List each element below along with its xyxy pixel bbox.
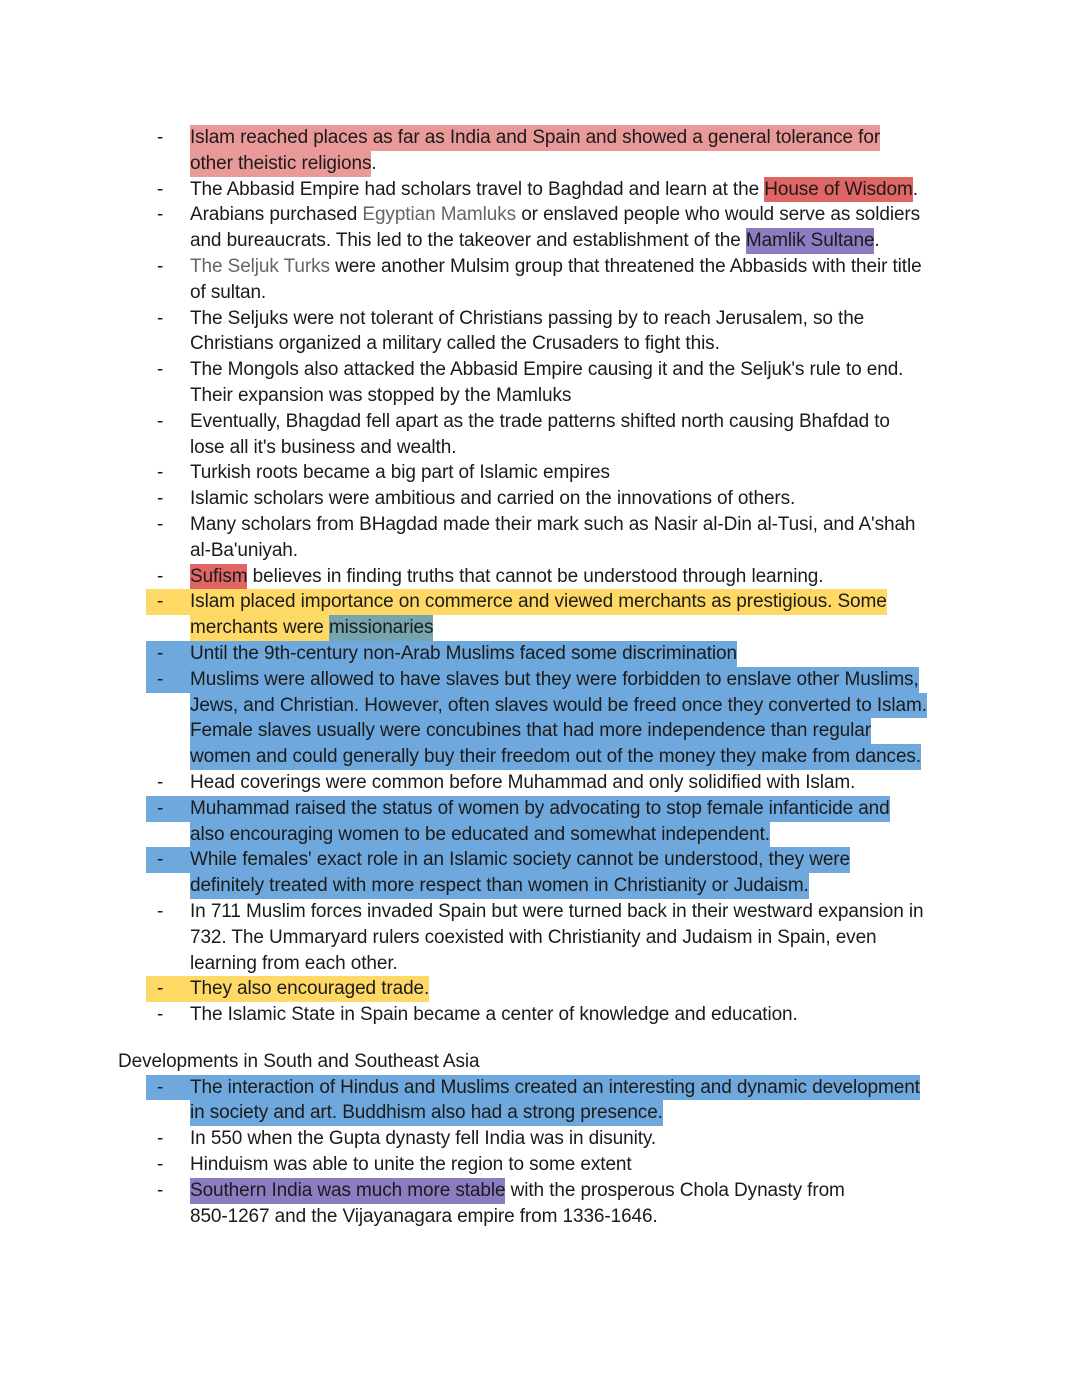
highlighted-text-segment: Islam placed importance on commerce and viewed merchants as prestigious. Some [190, 589, 887, 615]
bullet-dash: - [157, 1128, 164, 1150]
text-segment: Islamic scholars were ambitious and carried on the innovations of others. [190, 488, 796, 510]
bullet-item [0, 1075, 1080, 1127]
highlighted-text-segment: Until the 9th-century non-Arab Muslims faced some discrimination [190, 641, 737, 667]
bullet-item [0, 1002, 1080, 1028]
bullet-line [190, 1204, 1080, 1230]
bullet-line [190, 615, 1080, 641]
highlighted-text-segment: Sufism [190, 564, 247, 590]
bullet-dash: - [146, 641, 190, 667]
bullet-line [190, 847, 1080, 873]
bullet-line [190, 925, 1080, 951]
text-segment: The Mongols also attacked the Abbasid Empire causing it and the Seljuk's rule to end. [190, 359, 904, 381]
bullet-line [190, 435, 1080, 461]
highlighted-text-segment: Mamlik Sultane [746, 228, 874, 254]
section-heading: Developments in South and Southeast Asia [118, 1050, 480, 1072]
text-segment: Hinduism was able to unite the region to some extent [190, 1154, 632, 1176]
text-segment: Christians organized a military called the Crusaders to fight this. [190, 333, 720, 355]
bullet-line [190, 976, 1080, 1002]
bullet-item [0, 409, 1080, 461]
bullet-line [190, 1100, 1080, 1126]
text-segment: In 550 when the Gupta dynasty fell India was in disunity. [190, 1128, 657, 1150]
bullet-item [0, 1152, 1080, 1178]
text-segment: believes in finding truths that cannot be understood through learning. [247, 565, 824, 587]
text-segment: The Seljuks were not tolerant of Christians passing by to reach Jerusalem, so the [190, 307, 865, 329]
text-segment: learning from each other. [190, 952, 398, 974]
bullet-item [0, 357, 1080, 409]
bullet-item [0, 177, 1080, 203]
bullet-line [190, 486, 1080, 512]
bullet-line [190, 899, 1080, 925]
bullet-line [190, 589, 1080, 615]
bullet-dash: - [157, 127, 164, 148]
highlighted-text-segment: Muslims were allowed to have slaves but they were forbidden to enslave other Muslims, [190, 667, 919, 693]
bullet-line [190, 564, 1080, 590]
bullet-line [190, 357, 1080, 383]
highlighted-text-segment: women and could generally buy their freedom out of the money they make from dances. [190, 744, 921, 770]
bullet-dash: - [146, 667, 190, 693]
text-segment: Head coverings were common before Muhammad and only solidified with Islam. [190, 771, 856, 793]
bullet-line [190, 641, 1080, 667]
bullet-dash: - [146, 1075, 190, 1101]
bullet-line [190, 873, 1080, 899]
notes-content [0, 125, 1080, 1229]
highlighted-text-segment: The interaction of Hindus and Muslims created an interesting and dynamic development [190, 1075, 920, 1101]
text-segment: Egyptian Mamluks [362, 204, 517, 226]
text-segment: al-Ba'uniyah. [190, 539, 298, 561]
bullet-dash: - [157, 410, 164, 432]
highlighted-text-segment: They also encouraged trade. [190, 976, 429, 1002]
text-segment: In 711 Muslim forces invaded Spain but were turned back in their westward expansion in [190, 900, 924, 922]
bullet-dash: - [157, 359, 164, 381]
bullet-line [190, 254, 1080, 280]
bullet-dash: - [146, 796, 190, 822]
bullet-line [190, 280, 1080, 306]
bullet-line [190, 1152, 1080, 1178]
highlighted-text-segment: other theistic religions [190, 151, 371, 177]
text-segment: Their expansion was stopped by the Mamluks [190, 384, 572, 406]
text-segment: were another Mulsim group that threatened the Abbasids with their title [329, 255, 922, 277]
highlighted-text-segment: House of Wisdom [764, 177, 912, 203]
bullet-line [190, 202, 1080, 228]
bullet-item [0, 460, 1080, 486]
bullet-dash: - [157, 513, 164, 535]
bullet-line [190, 1075, 1080, 1101]
text-segment: Arabians purchased [190, 204, 363, 226]
text-segment: . [912, 178, 918, 200]
bullet-item [0, 125, 1080, 177]
bullet-dash: - [157, 204, 164, 226]
bullet-dash: - [157, 462, 164, 484]
bullet-line [190, 383, 1080, 409]
bullet-item [0, 512, 1080, 564]
text-segment: and bureaucrats. This led to the takeover and establishment of the [190, 230, 746, 252]
bullet-line [190, 667, 1080, 693]
text-segment: lose all it's business and wealth. [190, 436, 457, 458]
bullet-dash: - [157, 900, 164, 922]
bullet-item [0, 306, 1080, 358]
bullet-dash: - [146, 976, 190, 1002]
text-segment: Turkish roots became a big part of Islamic empires [190, 462, 610, 484]
text-segment: Many scholars from BHagdad made their mark such as Nasir al-Din al-Tusi, and A'shah [190, 513, 916, 535]
bullet-line [190, 228, 1080, 254]
highlighted-text-segment: While females' exact role in an Islamic society cannot be understood, they were [190, 847, 850, 873]
bullet-line [190, 1178, 1080, 1204]
bullet-item [0, 202, 1080, 254]
highlighted-text-segment: definitely treated with more respect than women in Christianity or Judaism. [190, 873, 809, 899]
bullet-dash: - [157, 1179, 164, 1201]
bullet-dash: - [157, 565, 164, 587]
bullet-line [190, 331, 1080, 357]
highlighted-text-segment: Islam reached places as far as India and Spain and showed a general tolerance for [190, 125, 880, 151]
text-segment: . [371, 152, 377, 174]
bullet-item [0, 564, 1080, 590]
bullet-dash: - [157, 307, 164, 329]
highlighted-text-segment: also encouraging women to be educated and somewhat independent. [190, 822, 770, 848]
bullet-dash: - [157, 488, 164, 510]
bullet-line [190, 1002, 1080, 1028]
bullet-line [190, 1126, 1080, 1152]
bullet-item [0, 641, 1080, 667]
bullet-dash: - [157, 1154, 164, 1176]
bullet-line [190, 538, 1080, 564]
bullet-item [0, 667, 1080, 770]
bullet-dash: - [157, 255, 164, 277]
bullet-dash: - [157, 1004, 164, 1026]
bullet-line [190, 409, 1080, 435]
bullet-item [0, 486, 1080, 512]
highlighted-text-segment: in society and art. Buddhism also had a strong presence. [190, 1100, 663, 1126]
text-segment: The Islamic State in Spain became a center of knowledge and education. [190, 1004, 798, 1026]
text-segment: 850-1267 and the Vijayanagara empire from 1336-1646. [190, 1205, 658, 1227]
bullet-item [0, 254, 1080, 306]
bullet-item [0, 589, 1080, 641]
bullet-line [190, 460, 1080, 486]
text-segment: The Seljuk Turks [190, 255, 330, 277]
bullet-item [0, 847, 1080, 899]
highlighted-text-segment: Southern India was much more stable [190, 1178, 505, 1204]
notes-section [0, 125, 1080, 1028]
highlighted-text-segment: Female slaves usually were concubines that had more independence than regular [190, 718, 871, 744]
bullet-item [0, 1178, 1080, 1230]
bullet-dash: - [157, 771, 164, 793]
bullet-item [0, 770, 1080, 796]
bullet-line [190, 177, 1080, 203]
bullet-item [0, 899, 1080, 976]
bullet-dash: - [157, 178, 164, 200]
bullet-item [0, 976, 1080, 1002]
notes-section [0, 1049, 1080, 1230]
text-segment: with the prosperous Chola Dynasty from [505, 1179, 845, 1201]
bullet-line [190, 151, 1080, 177]
bullet-line [190, 951, 1080, 977]
bullet-line [190, 512, 1080, 538]
bullet-line [190, 822, 1080, 848]
bullet-line [190, 796, 1080, 822]
bullet-line [190, 744, 1080, 770]
highlighted-text-segment: merchants were [190, 615, 329, 641]
bullet-line [190, 770, 1080, 796]
highlighted-text-segment: missionaries [329, 615, 433, 641]
bullet-line [190, 125, 1080, 151]
text-segment: or enslaved people who would serve as soldiers [516, 204, 921, 226]
highlighted-text-segment: Muhammad raised the status of women by advocating to stop female infanticide and [190, 796, 890, 822]
bullet-item [0, 796, 1080, 848]
text-segment: of sultan. [190, 281, 267, 303]
bullet-line [190, 306, 1080, 332]
text-segment: Eventually, Bhagdad fell apart as the trade patterns shifted north causing Bhafdad to [190, 410, 890, 432]
bullet-line [190, 718, 1080, 744]
bullet-item [0, 1126, 1080, 1152]
text-segment: 732. The Ummaryard rulers coexisted with Christianity and Judaism in Spain, even [190, 926, 877, 948]
highlighted-text-segment: Jews, and Christian. However, often slaves would be freed once they converted to Islam. [190, 693, 927, 719]
text-segment: . [874, 230, 880, 252]
bullet-dash: - [146, 847, 190, 873]
bullet-dash: - [146, 589, 190, 615]
text-segment: The Abbasid Empire had scholars travel to Baghdad and learn at the [190, 178, 765, 200]
bullet-line [190, 693, 1080, 719]
